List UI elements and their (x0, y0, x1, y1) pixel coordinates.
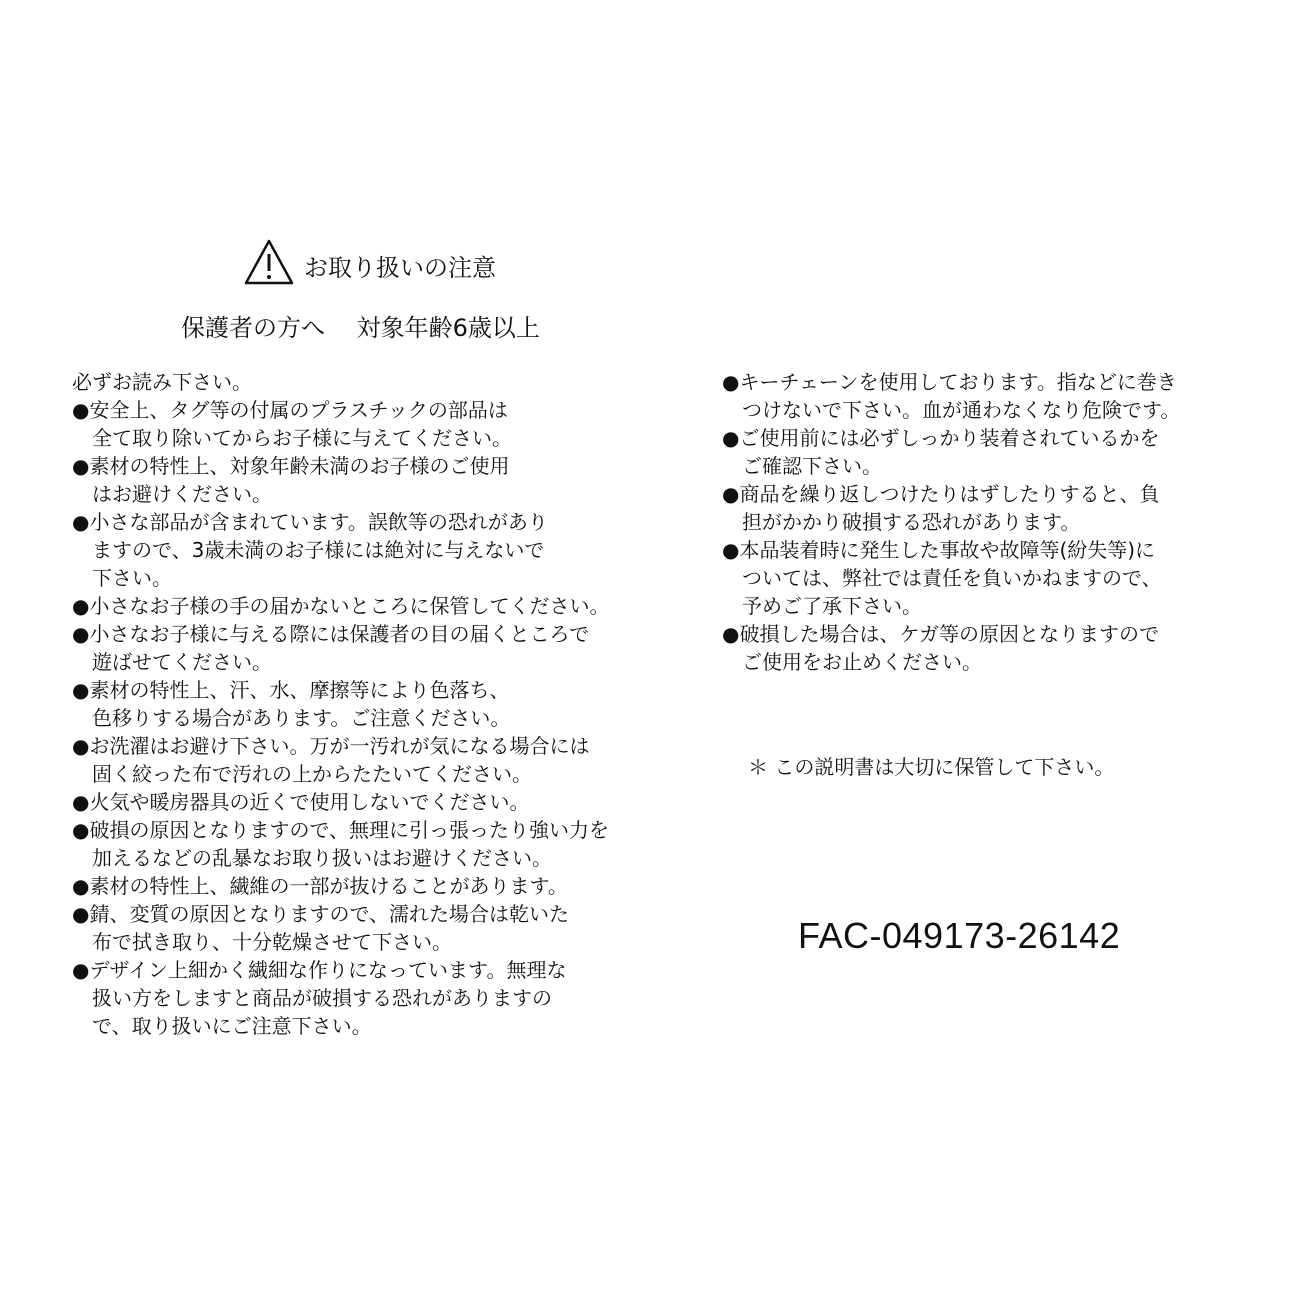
instruction-line: ●素材の特性上、対象年齢未満のお子様のご使用 (72, 454, 510, 478)
instruction-line: ●破損した場合は、ケガ等の原因となりますので (722, 622, 1160, 646)
instruction-line: 必ずお読み下さい。 (72, 370, 252, 394)
instruction-line: ●小さな部品が含まれています。誤飲等の恐れがあり (72, 510, 548, 534)
age-notice: 保護者の方へ 対象年齢6歳以上 (181, 314, 540, 342)
instruction-line: ●火気や暖房器具の近くで使用しないでください。 (72, 790, 530, 814)
instruction-line: 遊ばせてください。 (72, 650, 272, 674)
instruction-line: ●素材の特性上、繊維の一部が抜けることがあります。 (72, 874, 568, 898)
instruction-line: ●破損の原因となりますので、無理に引っ張ったり強い力を (72, 818, 610, 842)
caution-title-row (244, 236, 496, 288)
instruction-line: ●ご使用前には必ずしっかり装着されているかを (722, 426, 1160, 450)
keep-manual-notice: ＊ この説明書は大切に保管して下さい。 (748, 755, 1115, 779)
instruction-line: 加えるなどの乱暴なお取り扱いはお避けください。 (72, 846, 552, 870)
instruction-line: はお避けください。 (72, 482, 272, 506)
instruction-line: ますので、3歳未満のお子様には絶対に与えないで (72, 538, 545, 562)
product-code: FAC-049173-26142 (798, 915, 1121, 956)
instruction-line: ご確認下さい。 (722, 454, 882, 478)
instruction-line: 色移りする場合があります。ご注意ください。 (72, 706, 511, 730)
instruction-line: ●お洗濯はお避け下さい。万が一汚れが気になる場合には (72, 734, 590, 758)
right-instructions (722, 368, 1282, 676)
instruction-line: で、取り扱いにご注意下さい。 (72, 1014, 372, 1038)
instruction-line: ●錆、変質の原因となりますので、濡れた場合は乾いた (72, 902, 570, 926)
instruction-line: 扱い方をしますと商品が破損する恐れがありますの (72, 986, 552, 1010)
instruction-line: ●商品を繰り返しつけたりはずしたりすると、負 (722, 482, 1160, 506)
instruction-line: ●小さなお子様の手の届かないところに保管してください。 (72, 594, 610, 618)
instruction-line: 全て取り除いてからお子様に与えてください。 (72, 426, 512, 450)
instruction-line: ●本品装着時に発生した事故や故障等(紛失等)に (722, 538, 1156, 562)
instruction-line: 下さい。 (72, 566, 172, 590)
instruction-line: 担がかかり破損する恐れがあります。 (722, 510, 1081, 534)
instruction-line: 固く絞った布で汚れの上からたたいてください。 (72, 762, 532, 786)
left-instructions (72, 368, 632, 1040)
instruction-line: ●キーチェーンを使用しております。指などに巻き (722, 370, 1177, 394)
instruction-line: ●素材の特性上、汗、水、摩擦等により色落ち、 (72, 678, 510, 702)
instruction-line: ●小さなお子様に与える際には保護者の目の届くところで (72, 622, 590, 646)
instruction-line: つけないで下さい。血が通わなくなり危険です。 (722, 398, 1181, 422)
instruction-line: ついては、弊社では責任を負いかねますので、 (722, 566, 1162, 590)
instruction-line: ●デザイン上細かく繊細な作りになっています。無理な (72, 958, 567, 982)
instruction-line: 予めご了承下さい。 (722, 594, 922, 618)
instruction-line: 布で拭き取り、十分乾燥させて下さい。 (72, 930, 452, 954)
warning-triangle-icon (244, 239, 294, 285)
instruction-line: ●安全上、タグ等の付属のプラスチックの部品は (72, 398, 508, 422)
instruction-line: ご使用をお止めください。 (722, 650, 982, 674)
caution-title: お取り扱いの注意 (304, 254, 496, 282)
